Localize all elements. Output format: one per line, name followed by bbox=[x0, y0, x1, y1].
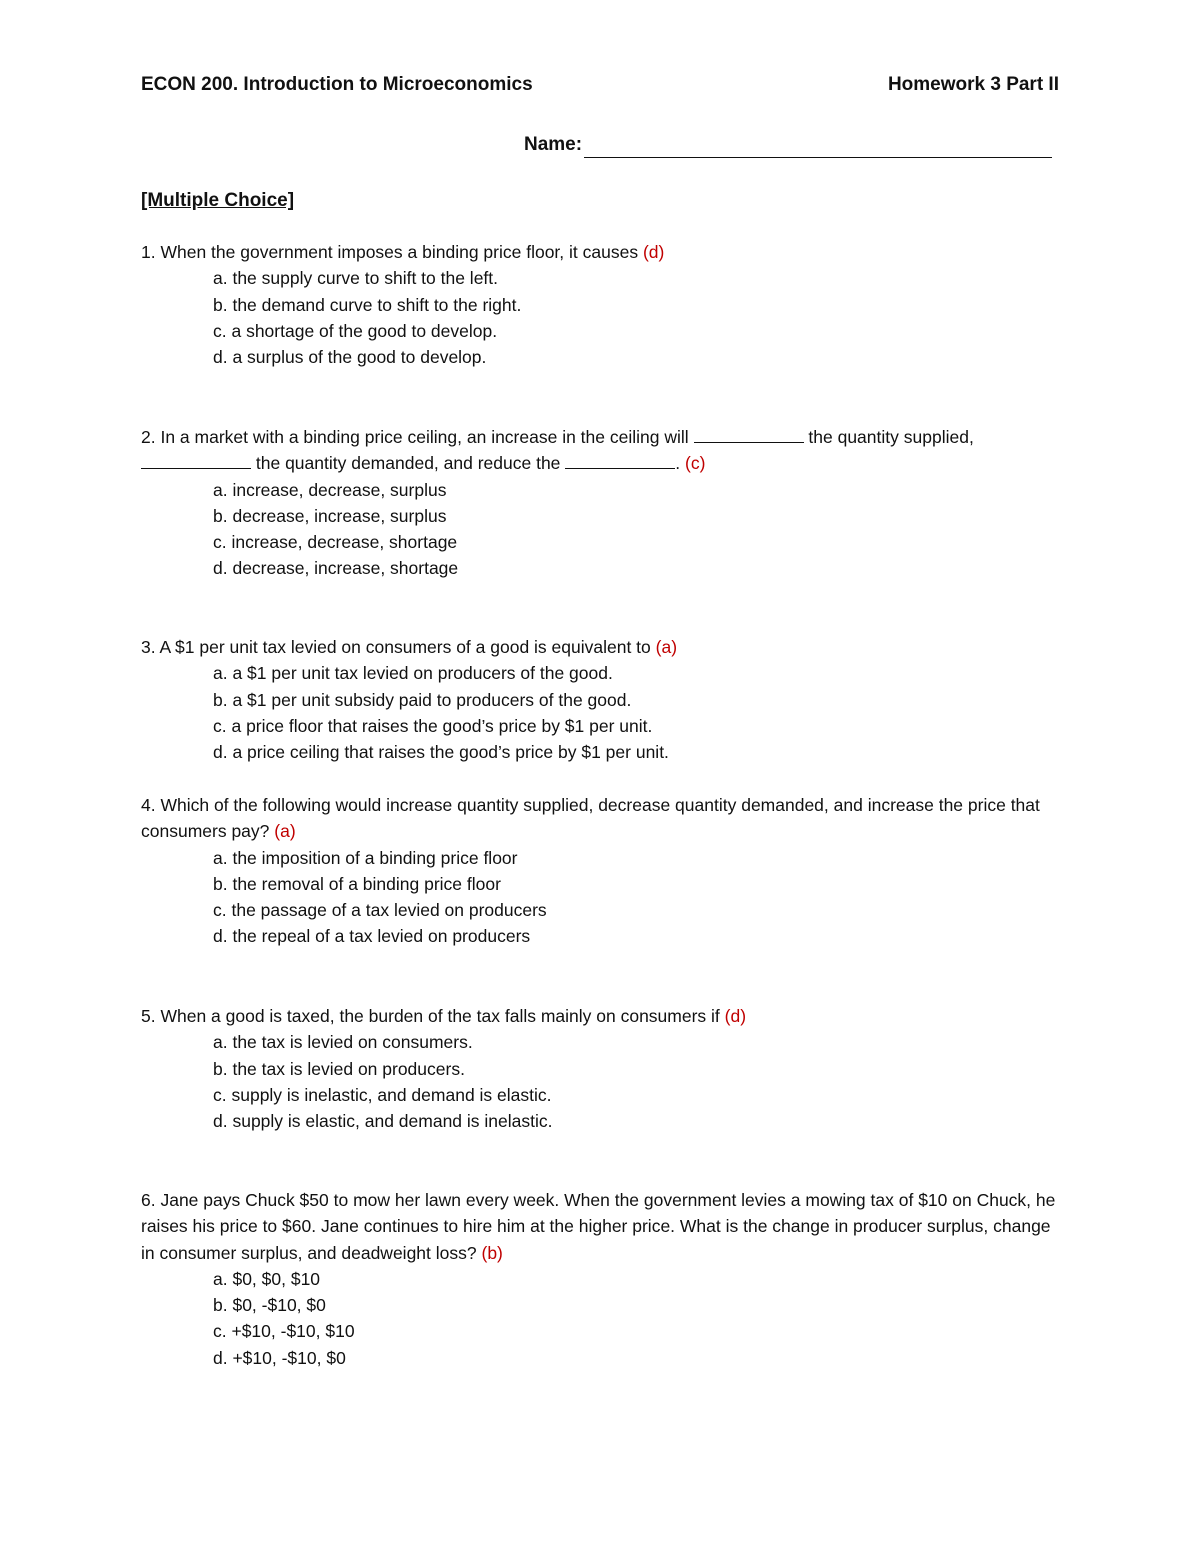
option: b. the tax is levied on producers. bbox=[213, 1058, 465, 1079]
option: c. a price floor that raises the good’s price by $1 per unit. bbox=[213, 715, 653, 736]
option: b. decrease, increase, surplus bbox=[213, 505, 447, 526]
option: d. decrease, increase, shortage bbox=[213, 558, 459, 579]
fill-blank bbox=[565, 452, 675, 469]
option: c. +$10, -$10, $10 bbox=[213, 1321, 355, 1342]
option: a. the tax is levied on consumers. bbox=[213, 1032, 473, 1053]
question-2 bbox=[141, 424, 1061, 582]
question-4 bbox=[141, 792, 1061, 950]
question-text: the quantity demanded, and reduce the bbox=[255, 453, 561, 474]
question-stem bbox=[141, 634, 1061, 660]
option: a. increase, decrease, surplus bbox=[213, 479, 447, 500]
question-text: 3. A $1 per unit tax levied on consumers of a good is equivalent to bbox=[141, 637, 651, 657]
question-text: 5. When a good is taxed, the burden of the tax falls mainly on consumers if bbox=[141, 1006, 720, 1026]
question-stem bbox=[141, 1187, 1061, 1266]
question-text: 6. Jane pays Chuck $50 to mow her lawn every week. When the government levies a mowing tax of $10 on Chuck, he raises his price to $60. Jane continues to hire him at the higher price. What is the change in producer surplus, change in consumer surplus, and deadweight loss? bbox=[141, 1190, 1056, 1263]
fill-blank bbox=[694, 426, 804, 443]
answer-key: (d) bbox=[642, 242, 665, 262]
option-list bbox=[141, 477, 1061, 582]
fill-blank bbox=[141, 452, 251, 469]
option-list bbox=[141, 660, 1061, 765]
assignment-title: Homework 3 Part II bbox=[887, 74, 1059, 95]
option: b. $0, -$10, $0 bbox=[213, 1295, 326, 1316]
option: a. a $1 per unit tax levied on producers of the good. bbox=[213, 663, 613, 684]
question-3 bbox=[141, 634, 1061, 765]
question-text: 1. When the government imposes a binding price floor, it causes bbox=[141, 242, 639, 262]
answer-key: (c) bbox=[685, 453, 706, 474]
name-field bbox=[524, 132, 1052, 158]
option: b. the demand curve to shift to the right. bbox=[213, 294, 522, 315]
answer-key: (a) bbox=[655, 637, 678, 657]
option-list bbox=[141, 1029, 1061, 1134]
option: d. the repeal of a tax levied on producers bbox=[213, 926, 531, 947]
question-text: . bbox=[675, 453, 681, 474]
question-1 bbox=[141, 239, 1061, 370]
option: c. a shortage of the good to develop. bbox=[213, 320, 498, 341]
option: a. $0, $0, $10 bbox=[213, 1268, 321, 1289]
question-text: the quantity supplied, bbox=[808, 427, 974, 447]
option: d. supply is elastic, and demand is inelastic. bbox=[213, 1111, 553, 1132]
option: b. a $1 per unit subsidy paid to producers of the good. bbox=[213, 689, 632, 710]
option: c. supply is inelastic, and demand is elastic. bbox=[213, 1084, 552, 1105]
page-header bbox=[141, 72, 1059, 102]
question-stem bbox=[141, 1003, 1061, 1029]
name-label: Name: bbox=[524, 134, 583, 155]
option-list bbox=[141, 1266, 1061, 1371]
course-title: ECON 200. Introduction to Microeconomics bbox=[141, 74, 533, 95]
option: d. a price ceiling that raises the good’s price by $1 per unit. bbox=[213, 742, 669, 763]
name-blank bbox=[584, 137, 1052, 158]
answer-key: (a) bbox=[274, 821, 296, 842]
question-text: 2. In a market with a binding price ceiling, an increase in the ceiling will bbox=[141, 427, 689, 447]
option: c. the passage of a tax levied on producers bbox=[213, 900, 547, 921]
option-list bbox=[141, 845, 1061, 950]
question-stem bbox=[141, 792, 1061, 845]
option: a. the imposition of a binding price floor bbox=[213, 847, 518, 868]
answer-key: (d) bbox=[724, 1006, 747, 1026]
option: c. increase, decrease, shortage bbox=[213, 532, 458, 553]
question-5 bbox=[141, 1003, 1061, 1134]
answer-key: (b) bbox=[481, 1242, 503, 1263]
question-6 bbox=[141, 1187, 1061, 1371]
section-title: [Multiple Choice] bbox=[141, 190, 295, 211]
option-list bbox=[141, 265, 1061, 370]
option: b. the removal of a binding price floor bbox=[213, 873, 501, 894]
question-stem bbox=[141, 424, 1061, 477]
question-stem bbox=[141, 239, 1061, 265]
option: d. +$10, -$10, $0 bbox=[213, 1347, 346, 1368]
option: a. the supply curve to shift to the left. bbox=[213, 268, 499, 289]
question-text: 4. Which of the following would increase quantity supplied, decrease quantity demanded, and increase the price that consumers pay? bbox=[141, 795, 1040, 842]
option: d. a surplus of the good to develop. bbox=[213, 347, 487, 368]
